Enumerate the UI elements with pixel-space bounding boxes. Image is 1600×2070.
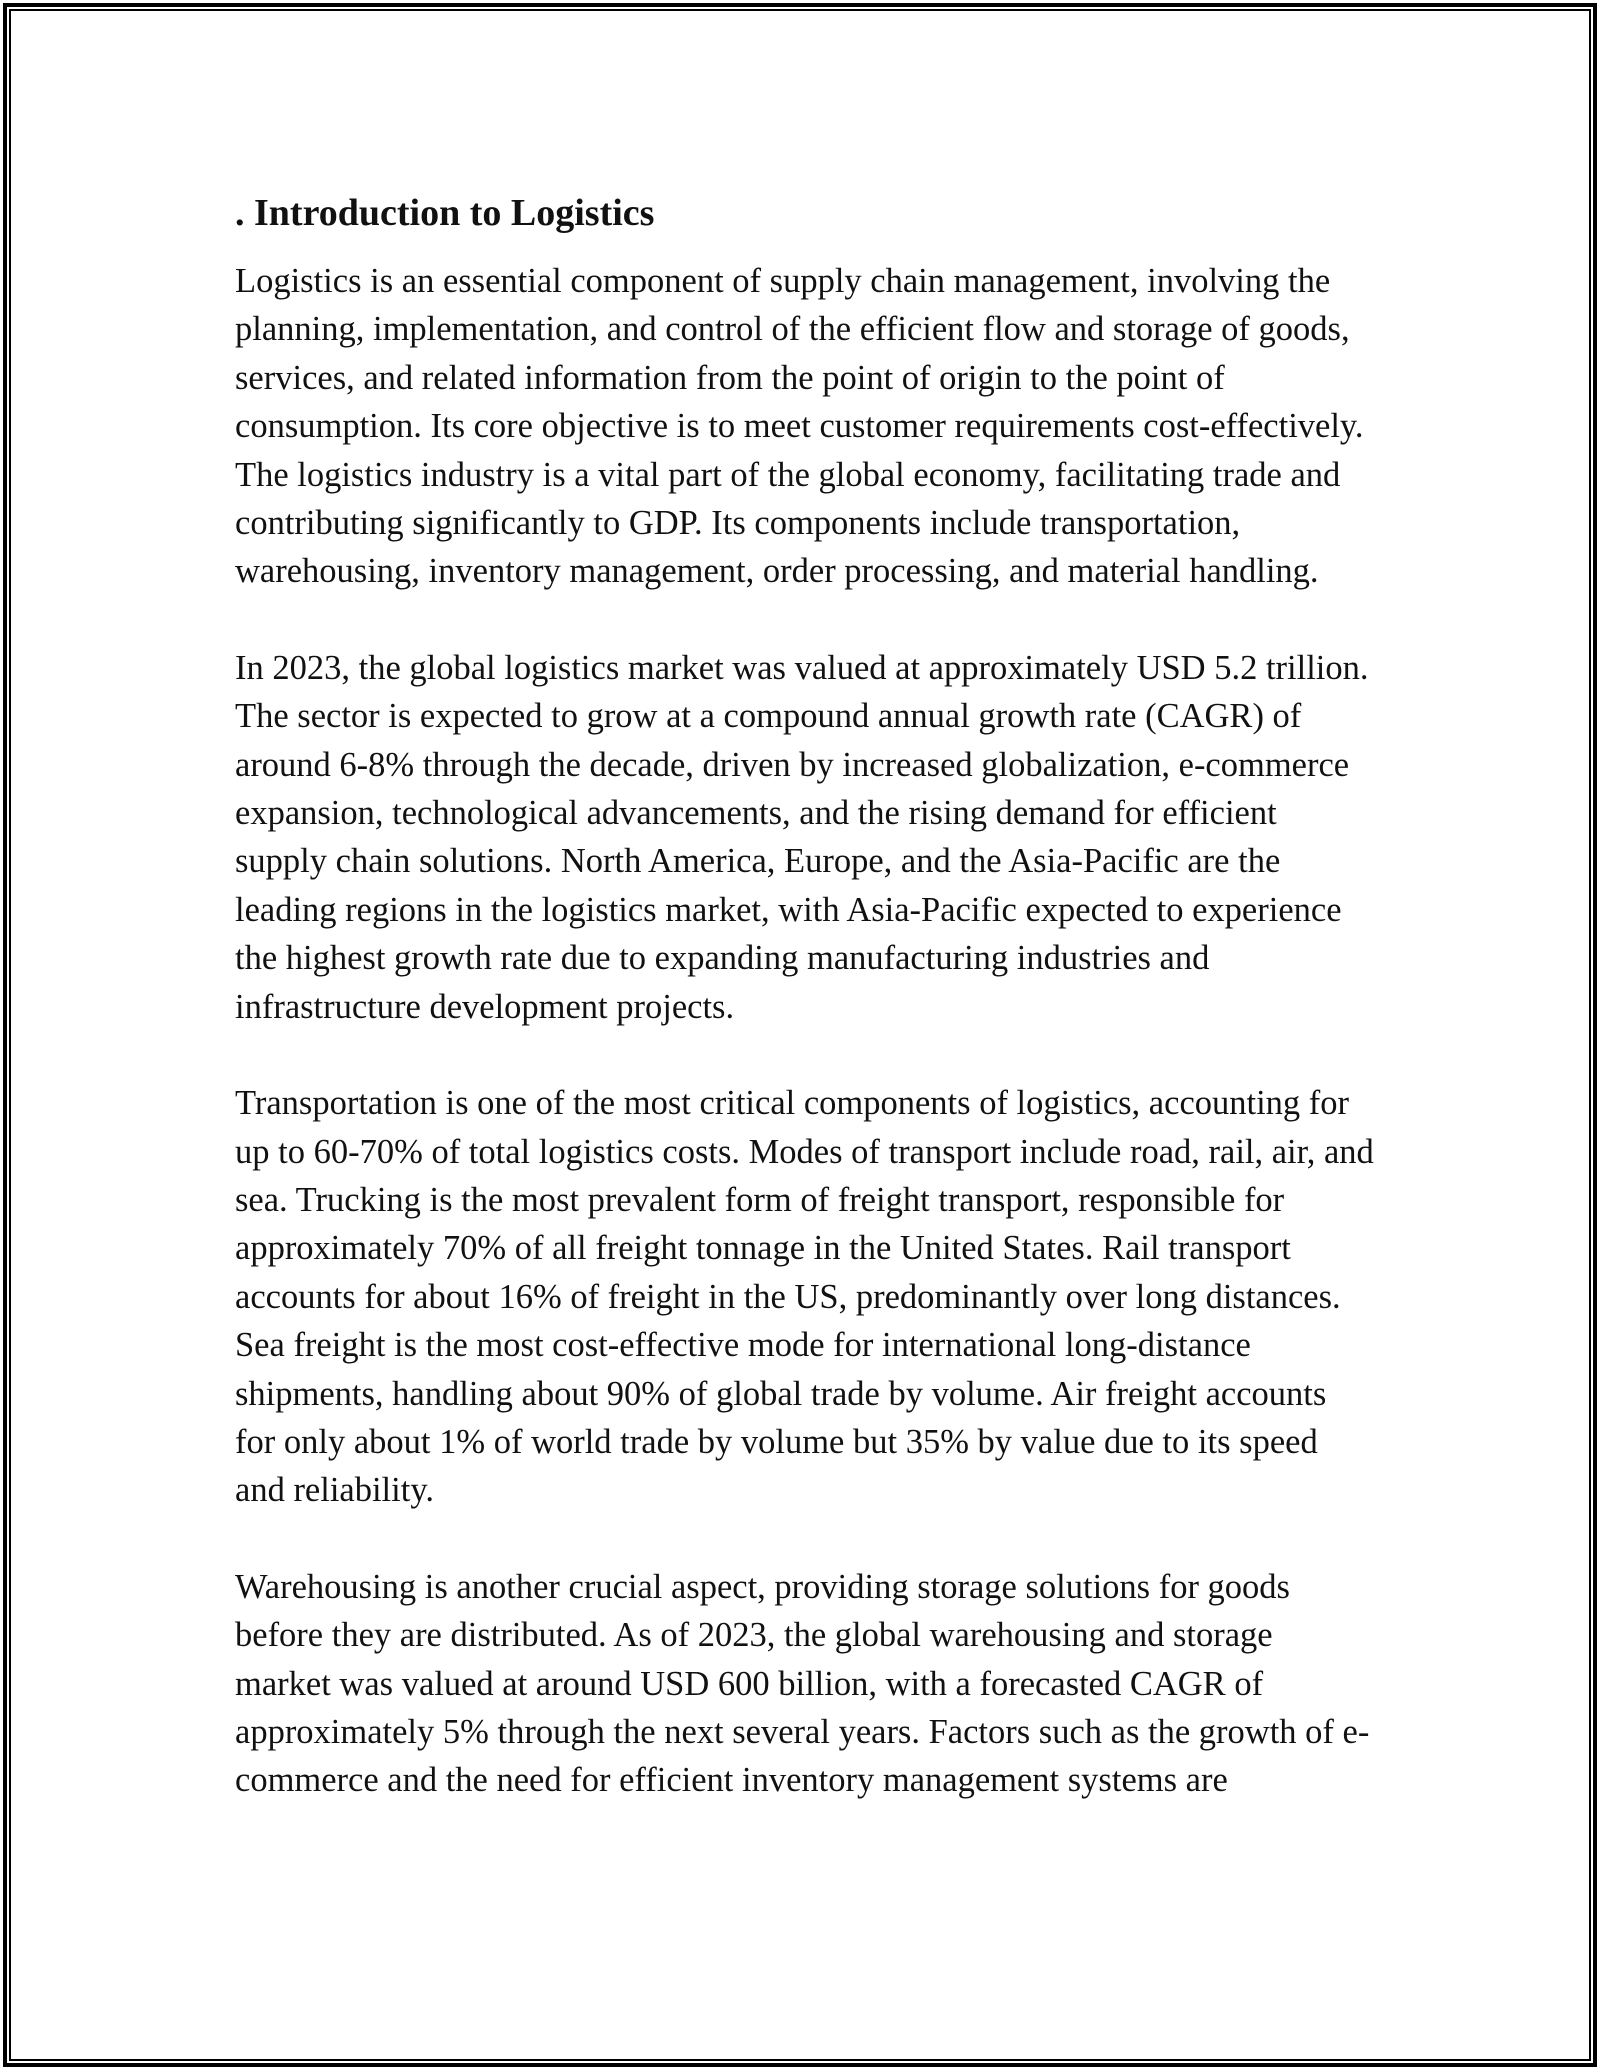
paragraph-transportation: Transportation is one of the most critical components of logistics, accounting for up to 60-70% of total logistics costs. Modes of transport include road, rail, air, and sea. Trucking is the most prevalent form of freight transport, responsible for approximately 70% of all freight tonnage in the United States. Rail transport accounts for about 16% of freight in the US, predominantly over long distances. Sea freight is the most cost-effective mode for international long-distance shipments, handling about 90% of global trade by volume. Air freight accounts for only about 1% of world trade by volume but 35% by value due to its speed and reliability. bbox=[235, 1084, 1374, 1510]
paragraph-market: In 2023, the global logistics market was valued at approximately USD 5.2 trillion. The sector is expected to grow at a compound annual growth rate (CAGR) of around 6-8% through the decade, driven by increased globalization, e-commerce expansion, technological advancements, and the rising demand for efficient supply chain solutions. North America, Europe, and the Asia-Pacific are the leading regions in the logistics market, with Asia-Pacific expected to experience the highest growth rate due to expanding manufacturing industries and infrastructure development projects. bbox=[235, 648, 1369, 1026]
section-heading: . Introduction to Logistics bbox=[235, 192, 655, 234]
paragraph-intro: Logistics is an essential component of supply chain management, involving the planning, implementation, and control of the efficient flow and storage of goods, services, and related information from the point of origin to the point of consumption. Its core objective is to meet customer requirements cost-effectively. The logistics industry is a vital part of the global economy, facilitating trade and contributing significantly to GDP. Its components include transportation, warehousing, inventory management, order processing, and material handling. bbox=[235, 262, 1364, 591]
paragraph-warehousing: Warehousing is another crucial aspect, providing storage solutions for goods before they are distributed. As of 2023, the global warehousing and storage market was valued at around USD 600 billion, with a forecasted CAGR of approximately 5% through the next several years. Factors such as the growth of e-commerce and the need for efficient inventory management systems are bbox=[235, 1567, 1370, 1800]
document-body bbox=[235, 183, 1375, 1853]
